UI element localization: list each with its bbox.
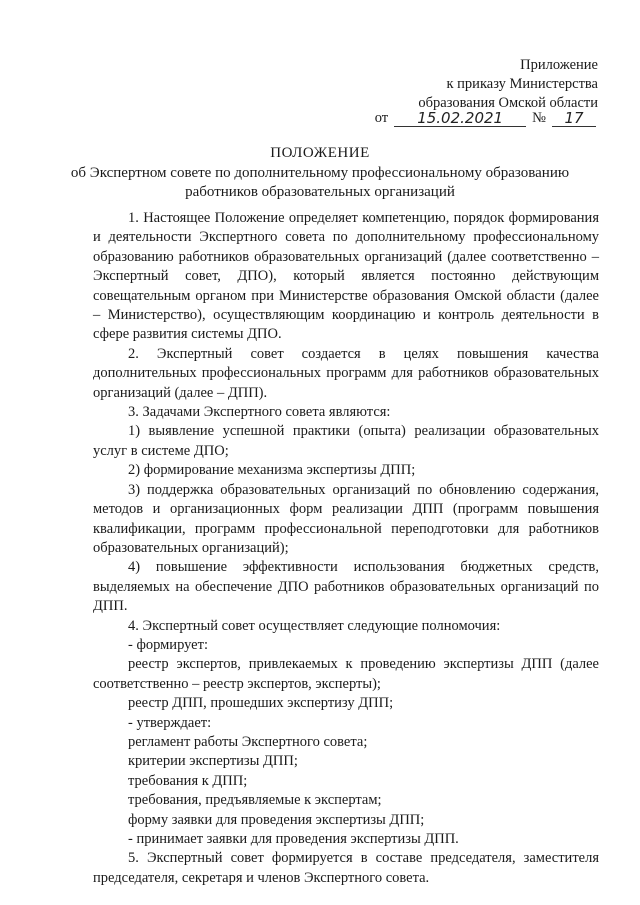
- appendix-line-1: Приложение: [520, 57, 598, 73]
- paragraph-3: 3. Задачами Экспертного совета являются:: [128, 404, 391, 421]
- powers-forms: - формирует:: [128, 636, 208, 653]
- powers-item-regulations: регламент работы Экспертного совета;: [128, 733, 368, 750]
- list-item-3: 3) поддержка образовательных организаций по обновлению содержания, методов и организационных форм реализации ДПП (программ повышения квалификации, программ профессиональной переподготовки для работников образовательных организаций);: [93, 481, 599, 556]
- paragraph-4: 4. Экспертный совет осуществляет следующие полномочия:: [128, 617, 501, 634]
- document-body: [93, 209, 599, 888]
- powers-item-requirements-experts: требования, предъявляемые к экспертам;: [128, 792, 382, 809]
- powers-item-application-form: форму заявки для проведения экспертизы ДПП;: [128, 811, 425, 828]
- paragraph-1: 1. Настоящее Положение определяет компетенцию, порядок формирования и деятельности Экспертного совета по дополнительному профессиональному образованию работников образовательных организаций (далее соответственно – Экспертный совет, ДПО), который является постоянно действующим совещательным органом при Министерстве образования Омской области (далее – Министерство), осуществляющим координацию и контроль деятельности в сфере развития системы ДПО.: [93, 210, 599, 343]
- list-item-4: 4) повышение эффективности использования бюджетных средств, выделяемых на обеспечение ДПО работников образовательных организаций по ДПП.: [93, 559, 599, 615]
- document-title: [0, 144, 640, 202]
- order-date-row: [375, 110, 596, 127]
- appendix-line-2: к приказу Министерства: [446, 76, 598, 92]
- title-subtitle-line-1: об Экспертном совете по дополнительному профессиональному образованию: [70, 165, 570, 181]
- order-number: 17: [552, 110, 596, 127]
- paragraph-5: 5. Экспертный совет формируется в составе председателя, заместителя председателя, секретаря и членов Экспертного совета.: [93, 850, 599, 886]
- powers-item-criteria: критерии экспертизы ДПП;: [128, 753, 298, 770]
- appendix-block: [418, 56, 598, 113]
- powers-accepts: - принимает заявки для проведения экспертизы ДПП.: [128, 831, 459, 847]
- list-item-1: 1) выявление успешной практики (опыта) реализации образовательных услуг в системе ДПО;: [93, 423, 599, 459]
- powers-item-dpp-registry: реестр ДПП, прошедших экспертизу ДПП;: [128, 695, 394, 712]
- list-item-2: 2) формирование механизма экспертизы ДПП;: [128, 462, 416, 479]
- powers-approves: - утверждает:: [128, 714, 212, 731]
- title-heading: ПОЛОЖЕНИЕ: [270, 145, 370, 161]
- powers-item-requirements-dpp: требования к ДПП;: [128, 772, 248, 789]
- order-date: 15.02.2021: [394, 110, 526, 127]
- number-prefix: №: [532, 110, 546, 126]
- paragraph-2: 2. Экспертный совет создается в целях повышения качества дополнительных профессиональных программ для работников образовательных организаций (далее – ДПП).: [93, 345, 599, 401]
- title-subtitle-line-2: работников образовательных организаций: [185, 184, 455, 200]
- powers-item-experts-registry: реестр экспертов, привлекаемых к проведению экспертизы ДПП (далее соответственно – реестр экспертов, эксперты);: [93, 656, 599, 692]
- date-prefix: от: [374, 110, 389, 126]
- appendix-line-3: образования Омской области: [418, 95, 598, 111]
